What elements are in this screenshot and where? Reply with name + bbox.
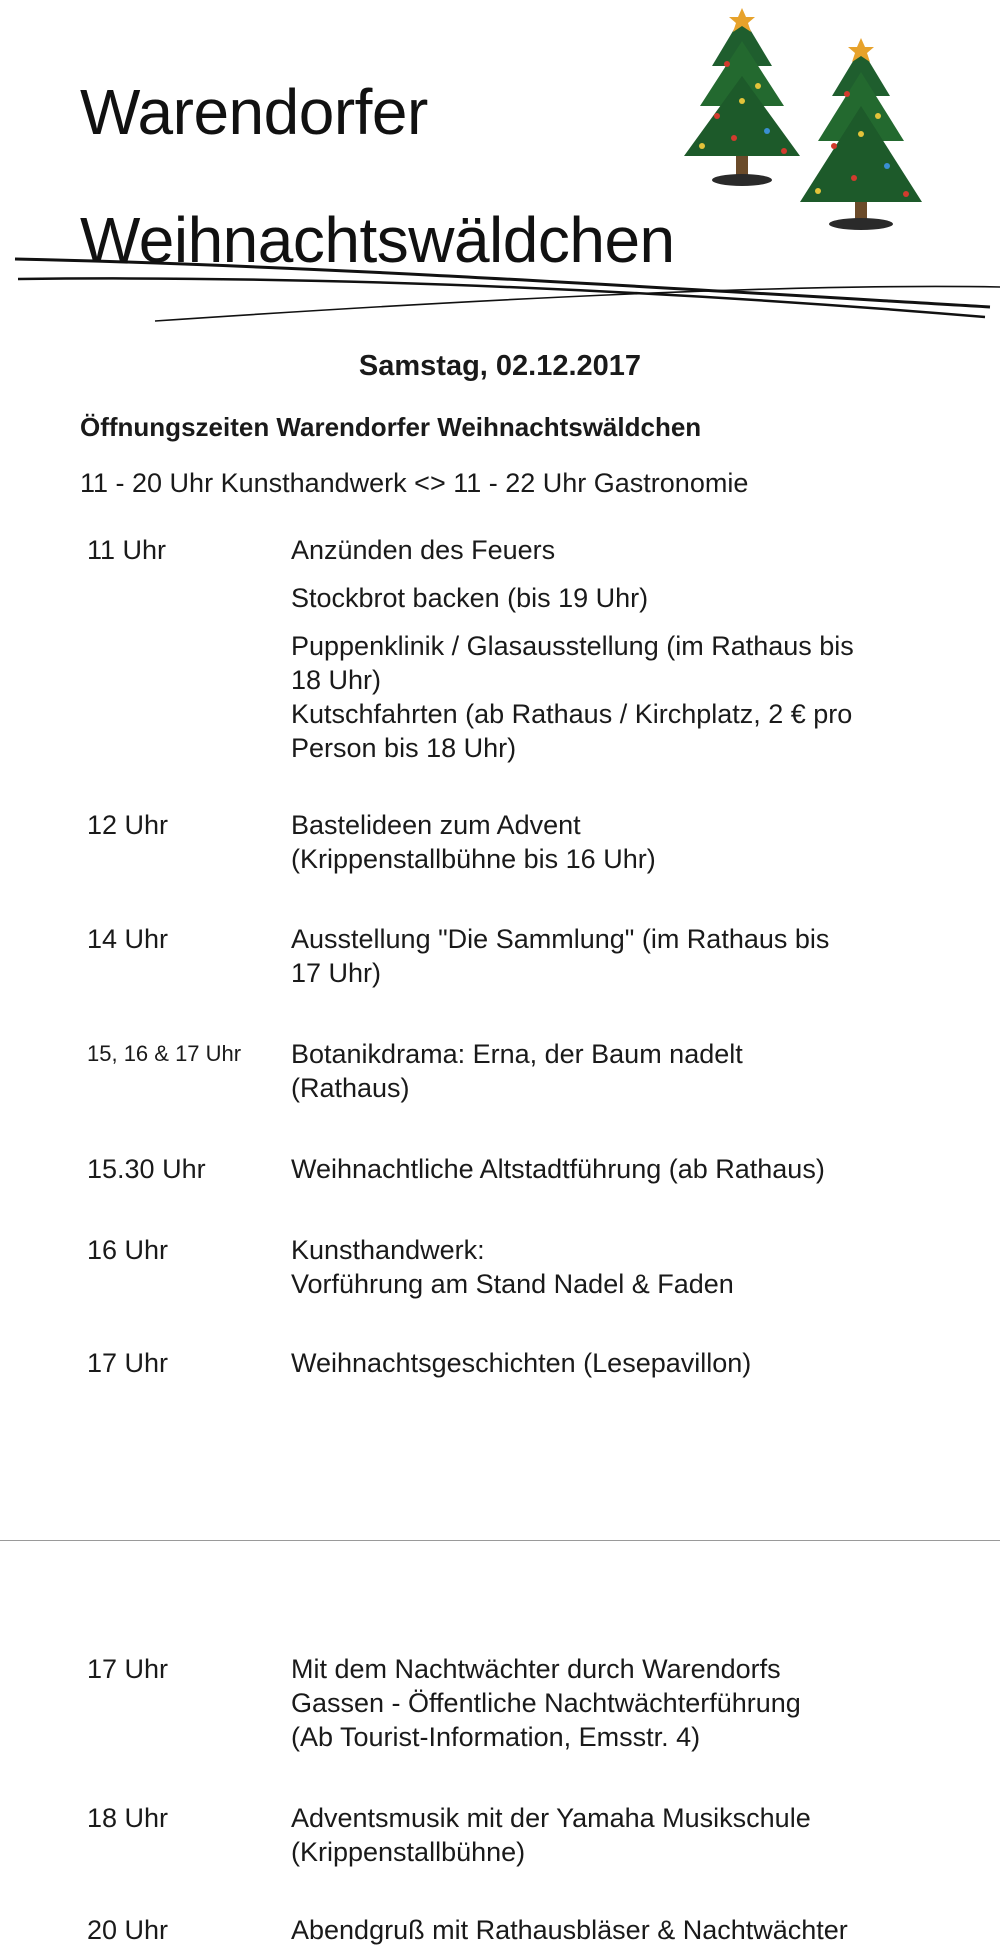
schedule-time: 20 Uhr bbox=[87, 1915, 169, 1945]
schedule-time: 15, 16 & 17 Uhr bbox=[87, 1041, 242, 1066]
page-divider bbox=[0, 1540, 1000, 1541]
schedule-line: Ausstellung "Die Sammlung" (im Rathaus bis bbox=[291, 924, 830, 954]
schedule-line: (Krippenstallbühne) bbox=[291, 1837, 526, 1867]
schedule-line: Bastelideen zum Advent bbox=[291, 810, 581, 840]
schedule-time: 11 Uhr bbox=[87, 535, 167, 565]
schedule-description bbox=[291, 922, 931, 990]
schedule-line: Gassen - Öffentliche Nachtwächterführung bbox=[291, 1688, 801, 1718]
schedule-line: Person bis 18 Uhr) bbox=[291, 733, 517, 763]
schedule-line: (Ab Tourist-Information, Emsstr. 4) bbox=[291, 1722, 701, 1752]
schedule-description bbox=[291, 808, 931, 876]
header-swoosh bbox=[0, 235, 1000, 325]
schedule-time: 17 Uhr bbox=[87, 1348, 169, 1378]
schedule-line: (Krippenstallbühne bis 16 Uhr) bbox=[291, 844, 656, 874]
schedule-description bbox=[291, 1801, 931, 1869]
schedule-line: Adventsmusik mit der Yamaha Musikschule bbox=[291, 1803, 811, 1833]
schedule-description bbox=[291, 1913, 931, 1947]
schedule-time: 14 Uhr bbox=[87, 924, 169, 954]
schedule-line: 17 Uhr) bbox=[291, 958, 382, 988]
opening-hours-text: 11 - 20 Uhr Kunsthandwerk <> 11 - 22 Uhr Gastronomie bbox=[80, 468, 749, 498]
schedule-line: Anzünden des Feuers bbox=[291, 535, 556, 565]
schedule-description bbox=[291, 1346, 931, 1380]
schedule-time: 18 Uhr bbox=[87, 1803, 169, 1833]
schedule-time: 16 Uhr bbox=[87, 1235, 169, 1265]
schedule-line: Mit dem Nachtwächter durch Warendorfs bbox=[291, 1654, 781, 1684]
schedule-time: 15.30 Uhr bbox=[87, 1154, 206, 1184]
schedule-description bbox=[291, 1037, 931, 1105]
christmas-trees bbox=[672, 6, 962, 236]
title-line-1: Warendorfer bbox=[80, 76, 428, 148]
event-date: Samstag, 02.12.2017 bbox=[358, 350, 642, 382]
schedule-line: Puppenklinik / Glasausstellung (im Rathaus bis bbox=[291, 631, 854, 661]
schedule-line: Vorführung am Stand Nadel & Faden bbox=[291, 1269, 734, 1299]
schedule-line: 18 Uhr) bbox=[291, 665, 382, 695]
schedule-line: Kunsthandwerk: bbox=[291, 1235, 485, 1265]
schedule-line: Stockbrot backen (bis 19 Uhr) bbox=[291, 583, 649, 613]
schedule-time: 12 Uhr bbox=[87, 810, 169, 840]
opening-hours-heading: Öffnungszeiten Warendorfer Weihnachtswäldchen bbox=[80, 412, 702, 442]
schedule-line: Kutschfahrten (ab Rathaus / Kirchplatz, 2 € pro bbox=[291, 699, 853, 729]
schedule-time: 17 Uhr bbox=[87, 1654, 169, 1684]
schedule-line: Weihnachtsgeschichten (Lesepavillon) bbox=[291, 1348, 752, 1378]
schedule-line: Botanikdrama: Erna, der Baum nadelt bbox=[291, 1039, 743, 1069]
christmas-tree-icon bbox=[800, 38, 922, 230]
schedule-description bbox=[291, 533, 931, 765]
schedule-line: (Rathaus) bbox=[291, 1073, 410, 1103]
schedule-line: Weihnachtliche Altstadtführung (ab Rathaus) bbox=[291, 1154, 825, 1184]
schedule-description bbox=[291, 1233, 931, 1301]
schedule-line: Abendgruß mit Rathausbläser & Nachtwächter bbox=[291, 1915, 848, 1945]
schedule-description bbox=[291, 1652, 931, 1754]
schedule-description bbox=[291, 1152, 931, 1186]
title-line-2: Weihnachtswäldchen bbox=[80, 204, 675, 276]
christmas-tree-icon bbox=[684, 8, 800, 186]
